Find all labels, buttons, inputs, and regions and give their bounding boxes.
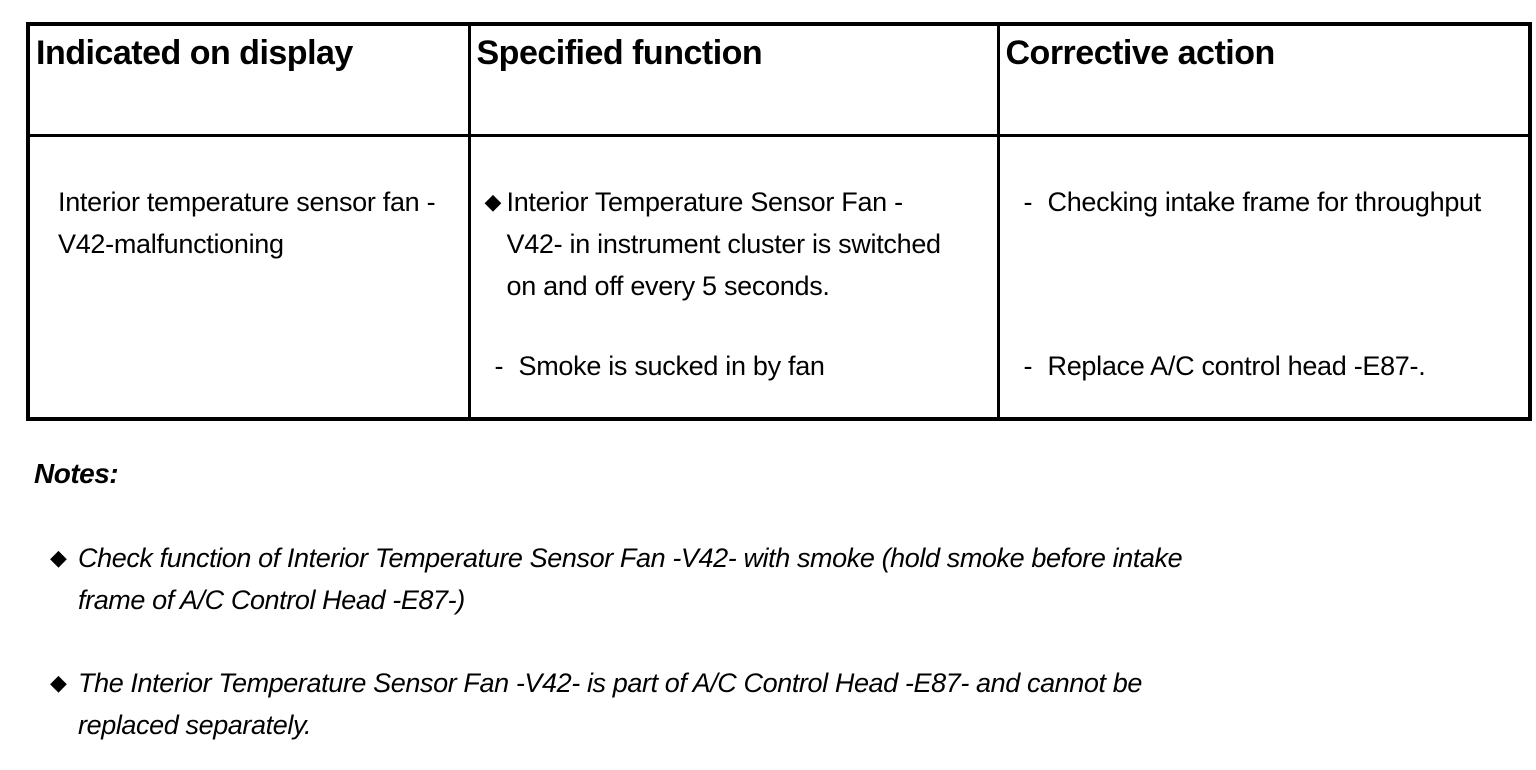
diagnosis-table [26,22,1532,421]
dash-marker: - [1023,187,1033,217]
diamond-bullet-icon: ◆ [50,545,67,570]
action-item-2 [1024,345,1524,387]
function-cell [469,136,998,420]
action-item-2-text: Replace A/C control head -E87-. [1047,351,1426,381]
display-text: Interior temperature sensor fan - V42-malfunctioning [58,187,436,259]
action-item-1 [1024,181,1524,223]
header-indicated-on-display: Indicated on display [28,24,469,136]
note-item [50,537,1230,621]
note-item [50,662,1230,746]
notes-title: Notes: [34,458,119,489]
note-text: The Interior Temperature Sensor Fan -V42- is part of A/C Control Head -E87- and cannot be replaced separately. [78,668,1142,740]
header-specified-function: Specified function [469,24,998,136]
dash-marker: - [1023,351,1033,381]
function-item-2-text: Smoke is sucked in by fan [518,351,825,381]
note-text: Check function of Interior Temperature Sensor Fan -V42- with smoke (hold smoke before intake frame of A/C Control Head -E87-) [78,543,1183,615]
action-cell [998,136,1530,420]
diamond-bullet-icon: ◆ [50,670,67,695]
function-item-1-text: Interior Temperature Sensor Fan -V42- in instrument cluster is switched on and off every 5 seconds. [506,187,941,301]
diamond-bullet-icon: ◆ [484,189,502,214]
table-row [28,136,1530,420]
header-corrective-action: Corrective action [998,24,1530,136]
function-item-1 [485,181,985,307]
dash-marker: - [494,351,504,381]
table-header-row [28,24,1530,136]
function-item-2 [495,345,985,387]
action-item-1-text: Checking intake frame for throughput [1047,187,1481,217]
display-cell [28,136,469,420]
